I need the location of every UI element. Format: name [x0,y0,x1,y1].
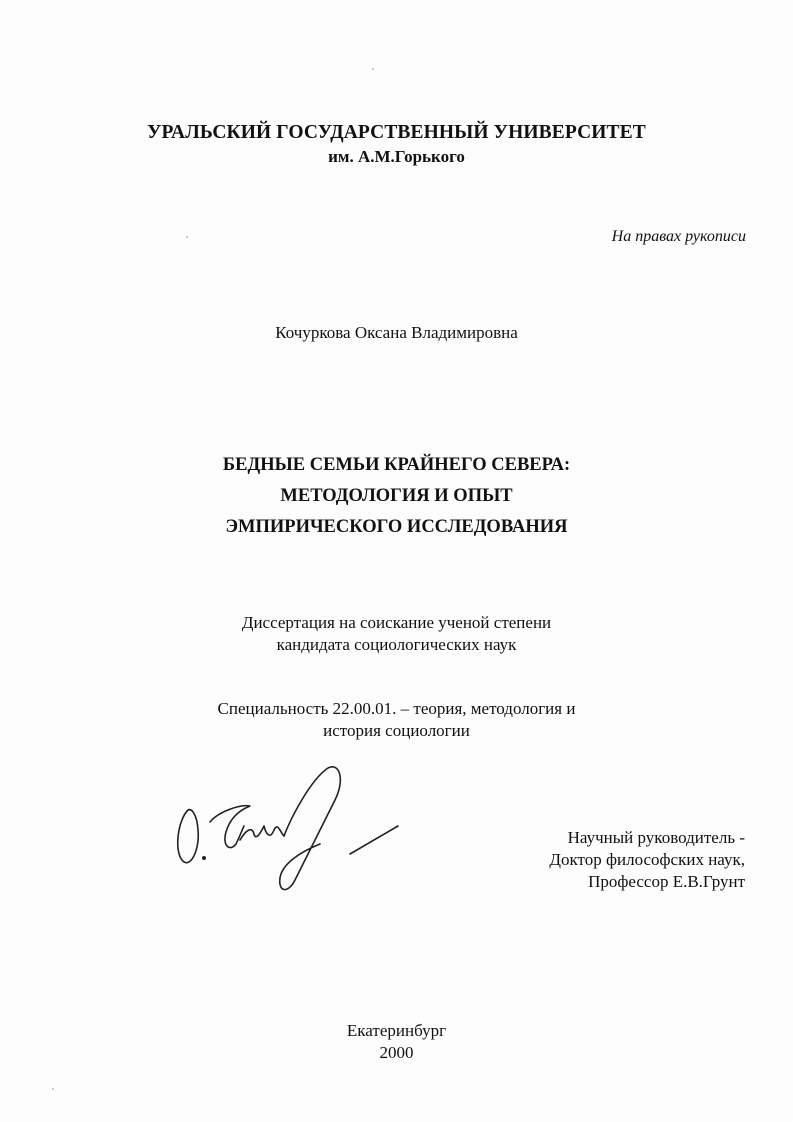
specialty-statement [0,698,793,742]
supervisor-line-3: Профессор Е.В.Грунт [588,872,745,891]
degree-line-2: кандидата социологических наук [276,635,517,654]
manuscript-rights-note: На правах рукописи [611,228,746,245]
scan-speck [52,1088,54,1090]
degree-line-1: Диссертация на соискание ученой степени [241,613,552,632]
title-line-2: МЕТОДОЛОГИЯ И ОПЫТ [280,486,513,506]
author-name: Кочуркова Оксана Владимировна [275,323,518,342]
supervisor-line-2: Доктор философских наук, [549,850,745,869]
year: 2000 [379,1043,414,1062]
supervisor-line-1: Научный руководитель - [567,828,745,847]
title-line-1: БЕДНЫЕ СЕМЬИ КРАЙНЕГО СЕВЕРА: [222,455,571,475]
degree-statement [0,612,793,656]
scan-speck [372,68,374,70]
place-and-year [0,1020,793,1064]
university-subtitle: им. А.М.Горького [328,147,465,166]
specialty-line-1: Специальность 22.00.01. – теория, методология и [217,699,576,718]
university-name: УРАЛЬСКИЙ ГОСУДАРСТВЕННЫЙ УНИВЕРСИТЕТ [147,122,646,143]
title-line-3: ЭМПИРИЧЕСКОГО ИССЛЕДОВАНИЯ [225,517,568,537]
city: Екатеринбург [346,1021,447,1040]
specialty-line-2: история социологии [323,721,470,740]
scan-speck [186,236,188,238]
scientific-supervisor [549,827,745,893]
handwritten-signature [170,760,400,900]
dissertation-title [0,450,793,543]
